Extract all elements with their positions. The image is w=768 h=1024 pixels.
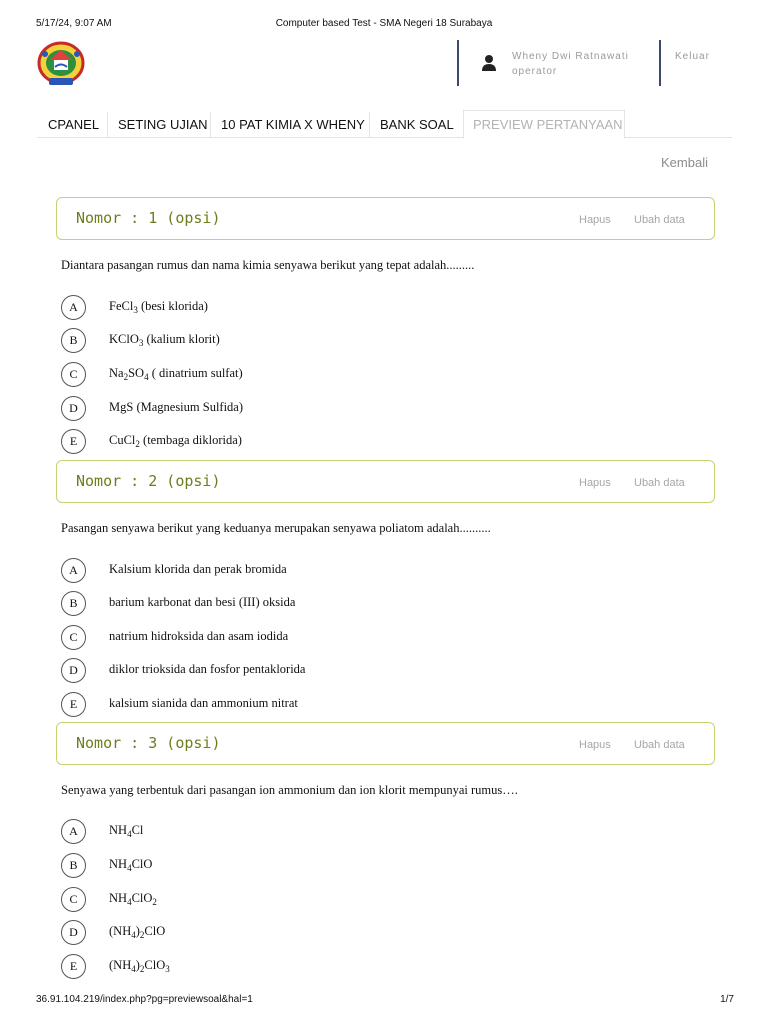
print-footer xyxy=(0,994,768,1008)
option-text: $Na_2SO_4$ ( dinatrium sulfat) xyxy=(109,366,243,382)
edit-question-button[interactable]: Ubah data xyxy=(634,739,685,751)
nav-divider xyxy=(369,112,370,138)
option-letter: D xyxy=(61,396,86,421)
answer-option xyxy=(61,396,661,422)
option-text: Kalsium klorida dan perak bromida xyxy=(109,562,287,576)
option-text: kalsium sianida dan ammonium nitrat xyxy=(109,696,298,710)
answer-option xyxy=(61,692,661,718)
option-text: $(NH_4)_2ClO_3$ xyxy=(109,958,170,974)
formula-subscript: 2 xyxy=(123,372,129,382)
question-header xyxy=(56,460,715,503)
option-text: diklor trioksida dan fosfor pentaklorida xyxy=(109,662,306,676)
nav-item-bank-soal[interactable]: BANK SOAL xyxy=(380,117,454,132)
user-icon xyxy=(481,54,497,72)
option-text: KClO$_3$ (kalium klorit) xyxy=(109,332,220,348)
option-letter: D xyxy=(61,658,86,683)
option-text: $NH_4ClO$ xyxy=(109,857,153,873)
print-page-title: Computer based Test - SMA Negeri 18 Surabaya xyxy=(275,18,493,29)
formula-subscript: 4 xyxy=(127,897,132,907)
option-letter: E xyxy=(61,692,86,717)
user-info xyxy=(457,40,659,86)
formula-subscript: 4 xyxy=(144,372,149,382)
answer-option xyxy=(61,429,661,455)
question-title: Nomor : 3 (opsi) xyxy=(76,734,221,752)
print-header xyxy=(0,18,768,32)
option-text: barium karbonat dan besi (III) oksida xyxy=(109,595,296,609)
option-letter: A xyxy=(61,819,86,844)
answer-option xyxy=(61,558,661,584)
edit-question-button[interactable]: Ubah data xyxy=(634,477,685,489)
answer-option xyxy=(61,887,661,913)
answer-option xyxy=(61,591,661,617)
formula-subscript: 2 xyxy=(139,930,145,940)
question-header xyxy=(56,722,715,765)
delete-question-button[interactable]: Hapus xyxy=(579,214,611,226)
nav-item-ujian[interactable]: 10 PAT KIMIA X WHENY xyxy=(221,117,365,132)
formula-subscript: 2 xyxy=(135,439,140,449)
print-url: 36.91.104.219/index.php?pg=previewsoal&hal=1 xyxy=(36,994,253,1005)
answer-option xyxy=(61,954,661,980)
formula-subscript: 3 xyxy=(165,964,170,974)
delete-question-button[interactable]: Hapus xyxy=(579,739,611,751)
logout-button[interactable] xyxy=(659,40,731,86)
formula-subscript: 2 xyxy=(139,964,145,974)
answer-option xyxy=(61,658,661,684)
question-header xyxy=(56,197,715,240)
option-text: CuCl$_2$ (tembaga diklorida) xyxy=(109,433,242,449)
nav-divider xyxy=(107,112,108,138)
option-letter: A xyxy=(61,295,86,320)
answer-option xyxy=(61,362,661,388)
user-role: operator xyxy=(512,66,558,77)
nav-item-preview-pertanyaan[interactable]: PREVIEW PERTANYAAN xyxy=(473,117,623,132)
edit-question-button[interactable]: Ubah data xyxy=(634,214,685,226)
answer-option xyxy=(61,819,661,845)
question-text: Pasangan senyawa berikut yang keduanya merupakan senyawa poliatom adalah.......... xyxy=(61,521,491,535)
option-text: $(NH_4)_2ClO$ xyxy=(109,924,166,940)
question-title: Nomor : 2 (opsi) xyxy=(76,472,221,490)
formula-subscript: 4 xyxy=(131,964,136,974)
answer-option xyxy=(61,853,661,879)
back-link[interactable]: Kembali xyxy=(661,155,708,170)
option-letter: B xyxy=(61,328,86,353)
option-letter: D xyxy=(61,920,86,945)
option-letter: A xyxy=(61,558,86,583)
option-letter: E xyxy=(61,954,86,979)
option-text: FeCl$_3$ (besi klorida) xyxy=(109,299,208,315)
answer-option xyxy=(61,295,661,321)
logout-label: Keluar xyxy=(675,51,710,62)
main-nav xyxy=(37,110,732,138)
option-text: natrium hidroksida dan asam iodida xyxy=(109,629,289,643)
print-datetime: 5/17/24, 9:07 AM xyxy=(36,18,112,29)
question-text: Diantara pasangan rumus dan nama kimia senyawa berikut yang tepat adalah......... xyxy=(61,258,475,272)
option-text: $NH_4ClO_2$ xyxy=(109,891,157,907)
user-name: Wheny Dwi Ratnawati xyxy=(512,51,629,62)
question-text: Senyawa yang terbentuk dari pasangan ion ammonium dan ion klorit mempunyai rumus…. xyxy=(61,783,518,797)
option-letter: C xyxy=(61,362,86,387)
formula-subscript: 4 xyxy=(127,863,132,873)
formula-subscript: 3 xyxy=(138,338,144,348)
question-title: Nomor : 1 (opsi) xyxy=(76,209,221,227)
option-letter: B xyxy=(61,853,86,878)
formula-subscript: 4 xyxy=(131,930,136,940)
nav-divider xyxy=(210,112,211,138)
formula-subscript: 3 xyxy=(133,305,138,315)
delete-question-button[interactable]: Hapus xyxy=(579,477,611,489)
option-text: MgS (Magnesium Sulfida) xyxy=(109,400,244,414)
nav-item-seting-ujian[interactable]: SETING UJIAN xyxy=(118,117,208,132)
formula-subscript: 2 xyxy=(152,897,157,907)
school-logo-icon[interactable] xyxy=(36,40,86,88)
option-letter: C xyxy=(61,887,86,912)
answer-option xyxy=(61,328,661,354)
answer-option xyxy=(61,920,661,946)
option-letter: E xyxy=(61,429,86,454)
answer-option xyxy=(61,625,661,651)
formula-subscript: 4 xyxy=(127,829,132,839)
option-letter: C xyxy=(61,625,86,650)
print-page-number: 1/7 xyxy=(720,994,734,1005)
nav-item-cpanel[interactable]: CPANEL xyxy=(48,117,100,132)
option-text: $NH_4Cl$ xyxy=(109,823,144,839)
option-letter: B xyxy=(61,591,86,616)
